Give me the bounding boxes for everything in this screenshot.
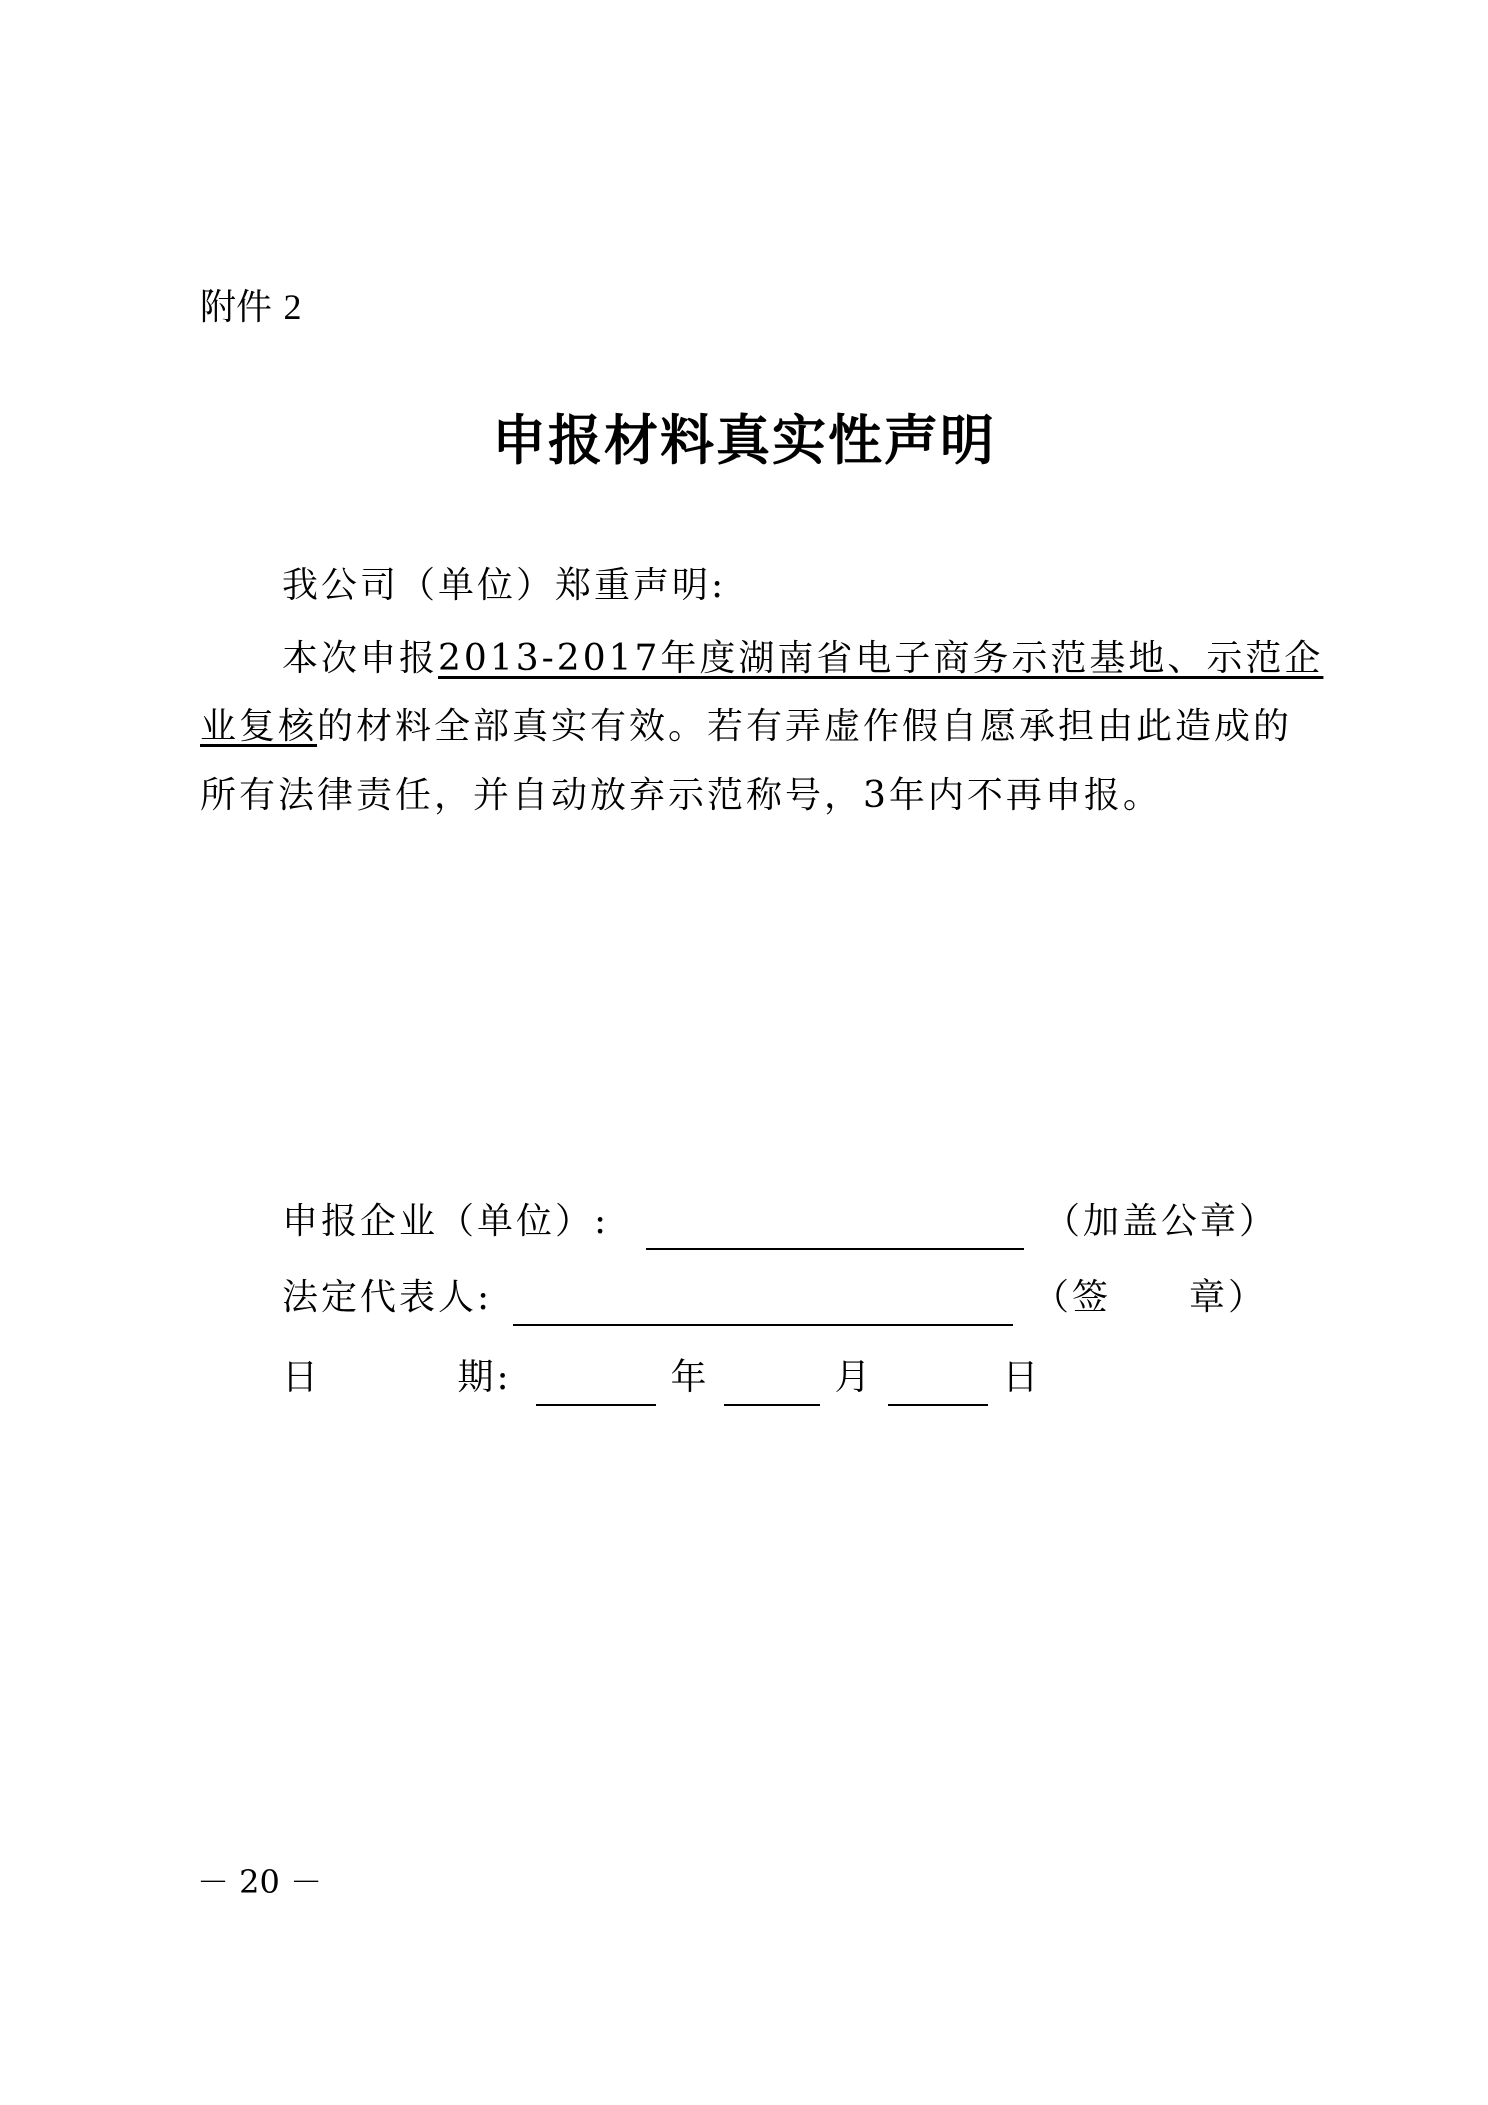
year-blank-line[interactable] — [536, 1350, 656, 1406]
company-signature-row — [282, 1194, 1278, 1250]
page-title: 申报材料真实性声明 — [492, 408, 996, 472]
date-row — [282, 1350, 1041, 1406]
day-blank-line[interactable] — [888, 1350, 988, 1406]
attachment-label — [200, 282, 301, 333]
date-label-2: 期: — [457, 1357, 512, 1398]
representative-signature-row — [282, 1270, 1267, 1326]
representative-label: 法定代表人: — [282, 1277, 493, 1318]
salutation: 我公司（单位）郑重声明: — [282, 565, 727, 606]
page-number: － 20 － — [197, 1863, 323, 1901]
body-line-3: 所有法律责任，并自动放弃示范称号，3年内不再申报。 — [200, 775, 1162, 816]
project-name-part-2: 业复核 — [200, 706, 318, 747]
company-seal-note: （加盖公章） — [1044, 1201, 1279, 1242]
body-line-1 — [282, 633, 1392, 685]
year-label: 年 — [670, 1357, 710, 1398]
representative-blank-line[interactable] — [513, 1270, 1013, 1326]
date-label-1: 日 — [282, 1357, 322, 1398]
body-line-1-prefix: 本次申报 — [282, 638, 439, 679]
body-line-2-rest: 的材料全部真实有效。若有弄虚作假自愿承担由此造成的 — [317, 706, 1293, 747]
month-label: 月 — [834, 1357, 874, 1398]
company-blank-line[interactable] — [646, 1194, 1024, 1250]
project-name-part-1: 2013-2017年度湖南省电子商务示范基地、示范企 — [438, 638, 1324, 679]
day-label: 日 — [1002, 1357, 1042, 1398]
body-line-2 — [200, 701, 1310, 753]
representative-sign-note: （签 章） — [1033, 1277, 1268, 1318]
attachment-number: 2 — [283, 287, 302, 327]
month-blank-line[interactable] — [724, 1350, 820, 1406]
attachment-text: 附件 — [200, 287, 273, 328]
company-label: 申报企业（单位）: — [282, 1201, 610, 1242]
